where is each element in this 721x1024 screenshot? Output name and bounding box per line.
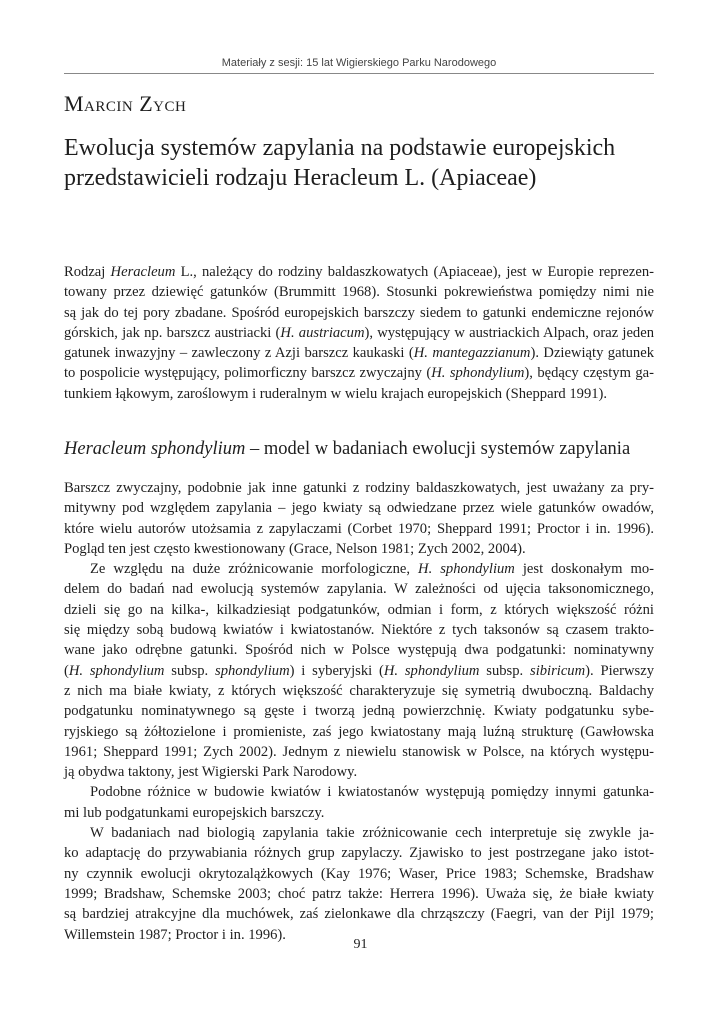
article-title <box>64 133 664 193</box>
text-line: które wielu autorów utożsamia z zapylaczami (Corbet 1970; Sheppard 1991; Proctor i in. 1996). <box>64 520 654 537</box>
text-line: gatunek inwazyjny – zawleczony z Azji barszcz kaukaski (H. mantegazzianum). Dziewiąty gatunek <box>64 345 654 362</box>
text-line: ją obydwa taktony, jest Wigierski Park Narodowy. <box>64 764 358 781</box>
text-line: górskich, jak np. barszcz austriacki (H. austriacum), występujący w austriackich Alpach, oraz jeden <box>64 324 654 341</box>
intro-paragraph <box>64 262 654 404</box>
text-line: Podobne różnice w budowie kwiatów i kwiatostanów występują pomiędzy innymi gatunka- <box>90 784 654 801</box>
text-line: Barszcz zwyczajny, podobnie jak inne gatunki z rodziny baldaszkowatych, jest uważany za pry- <box>64 480 654 496</box>
text-line: 1999; Bradshaw, Schemske 2003; choć patrz także: Herrera 1996). Uważa się, że białe kwiaty <box>64 885 654 902</box>
header-rule <box>64 73 654 74</box>
text-line: tunkiem łąkowym, zaroślowym i ruderalnym w wielu krajach europejskich (Sheppard 1991). <box>64 385 608 402</box>
text-line: Pogląd ten jest często kwestionowany (Grace, Nelson 1981; Zych 2002, 2004). <box>64 540 526 557</box>
text-line: ko adaptację do przywabiania różnych grup zapylaczy. Zjawisko to jest postrzegane jako istot- <box>64 845 654 862</box>
text-line: mitywny pod względem zapylania – jego kwiaty są odwiedzane przez wiele gatunków owadów, <box>64 500 654 517</box>
text-line: delem do badań nad ewolucją systemów zapylania. W zależności od ujęcia taksonomicznego, <box>64 581 654 598</box>
text-line: ny czynnik ewolucji okrytozalążkowych (Kay 1976; Waser, Price 1983; Schemske, Bradshaw <box>64 865 654 882</box>
text-line: są bardziej atrakcyjne dla muchówek, zaś zielonkawe dla chrząszczy (Faegri, van der Pijl 1979; <box>64 906 654 923</box>
text-line: z nich ma białe kwiaty, z których większość charakteryzuje się symetrią dwuboczną. Baldachy <box>64 682 654 699</box>
text-line: towany przez dziewięć gatunków (Brummitt 1968). Stosunki pokrewieństwa pomiędzy nimi nie <box>64 284 654 301</box>
title-line-1: Ewolucja systemów zapylania na podstawie europejskich <box>64 135 616 161</box>
author-name: Marcin Zych <box>64 91 187 116</box>
text-line: dzieli się go na kilka-, kilkadziesiąt podgatunków, odmian i form, z których większość różni <box>64 601 654 618</box>
text-line: podgatunku nominatywnego są gęste i tworzą jedną powierzchnię. Kwiaty podgatunku sybe- <box>64 703 654 720</box>
text-line: Rodzaj Heracleum L., należący do rodziny baldaszkowatych (Apiaceae), jest w Europie reprezen- <box>64 264 654 280</box>
section-heading: Heracleum sphondylium – model w badaniach ewolucji systemów zapylania <box>64 439 631 459</box>
text-line: się między sobą budową kwiatów i kwiatostanów. Niektóre z tych taksonów są czasem trakto- <box>64 622 654 639</box>
text-line: W badaniach nad biologią zapylania takie zróżnicowanie cech interpretuje się zwykle ja- <box>90 825 654 842</box>
text-line: ryjskiego są żółtozielone i promieniste, zaś jego kwiatostany mają luźną strukturę (Gawłowska <box>64 723 654 740</box>
text-line: są jak do tej pory zbadane. Spośród europejskich barszczy siedem to gatunki endemiczne rejonów <box>64 304 654 321</box>
text-line: Willemstein 1987; Proctor i in. 1996). <box>64 926 286 943</box>
text-line: (H. sphondylium subsp. sphondylium) i syberyjski (H. sphondylium subsp. sibiricum). Pierwszy <box>64 662 654 679</box>
text-line: wane jako odrębne gatunki. Spośród nich w Polsce występują dwa podgatunki: nominatywny <box>64 642 654 659</box>
title-line-2: przedstawicieli rodzaju Heracleum L. (Apiaceae) <box>64 165 537 191</box>
text-line: mi lub podgatunkami europejskich barszczy. <box>64 804 325 821</box>
text-line: to pospolicie występujący, polimorficzny barszcz zwyczajny (H. sphondylium), będący częstym ga- <box>64 365 654 382</box>
page-number: 91 <box>353 937 368 952</box>
body-text <box>64 478 654 945</box>
text-line: 1961; Sheppard 1991; Zych 2002). Jednym z niewielu stanowisk w Polsce, na których występu- <box>64 743 654 760</box>
running-header: Materiały z sesji: 15 lat Wigierskiego Parku Narodowego <box>221 57 497 69</box>
text-line: Ze względu na duże zróżnicowanie morfologiczne, H. sphondylium jest doskonałym mo- <box>90 561 654 578</box>
